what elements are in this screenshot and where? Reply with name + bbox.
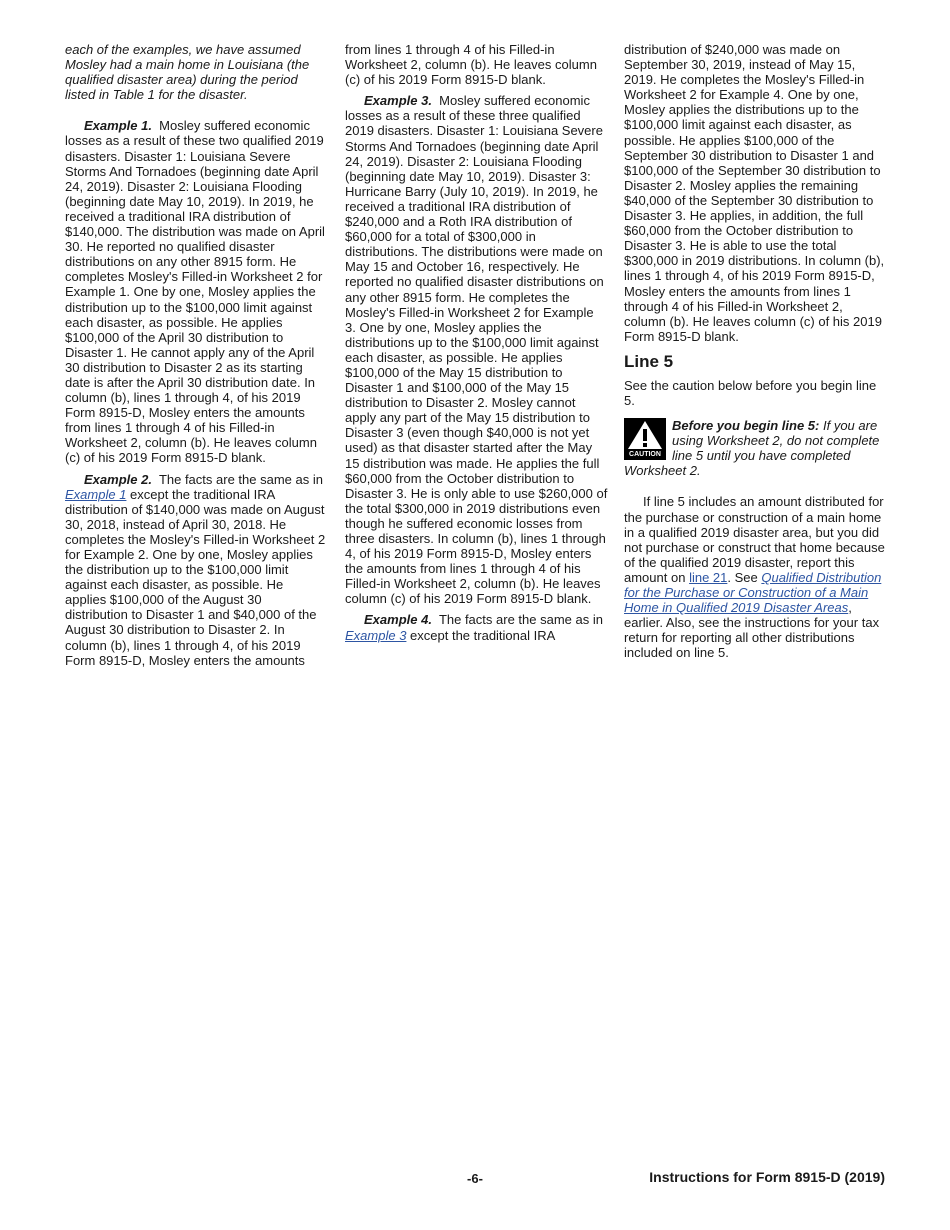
example-4-text-post: except the traditional IRA	[410, 627, 556, 643]
caution-body: If you are using Worksheet 2, do not complete line 5 until you have completed Worksheet 2.	[624, 418, 880, 479]
document-title: Instructions for Form 8915-D (2019)	[649, 1169, 885, 1185]
example-2-paragraph	[65, 472, 327, 668]
line-5-text-pre: If line 5 includes an amount distributed for the purchase or construction of a main home in a qualified 2019 disaster area, but you did not purchase or construct that home because of the qualified 2019 disaster, report this amount on	[624, 494, 885, 585]
column-3	[624, 42, 886, 666]
example-1-text: Mosley suffered economic losses as a result of these two qualified 2019 disasters. Disaster 1: Louisiana Severe Storms And Tornadoes (beginning date April 24, 2019). Disaster 2: Louisiana Flooding (beginning date May 10, 2019). In 2019, he received a traditional IRA distribution of $140,000. The distribution was made on April 30. He reported no qualified disaster distributions on any other 8915 form. He completes Mosley's Filled-in Worksheet 2 for Example 1. One by one, Mosley applies the distribution up to the $100,000 limit against each disaster, as possible. He applies $100,000 of the April 30 distribution to Disaster 1. He cannot apply any of the April 30 distribution to Disaster 2 as its starting date is after the April 30 distribution date. In column (b), lines 1 through 4, of his 2019 Form 8915-D, Mosley enters the amounts from lines 1 through 4 of his Filled-in Worksheet 2, column (b). He leaves column (c) of his 2019 Form 8915-D blank.	[65, 118, 325, 466]
page-number: -6-	[467, 1171, 483, 1186]
continued-paragraph: from lines 1 through 4 of his Filled-in Worksheet 2, column (b). He leaves column (c) of his 2019 Form 8915-D blank.	[345, 42, 597, 88]
continued-paragraph: distribution of $240,000 was made on September 30, 2019, instead of May 15, 2019. He completes the Mosley's Filled-in Worksheet 2 for Example 4. One by one, Mosley applies the distributions up to the $100,000 limit against each disaster, as possible. He applies $100,000 of the September 30 distribution to Disaster 1 and $100,000 of the September 30 distribution to Disaster 2. Mosley applies the remaining $40,000 of the September 30 distribution to Disaster 3. He applies, in addition, the full $60,000 from the October distribution to Disaster 3. He is able to use the total $300,000 in 2019 distributions. In column (b), lines 1 through 4, of his 2019 Form 8915-D, Mosley enters the amounts from lines 1 through 4 of his Filled-in Worksheet 2, column (b). He leaves column (c) of his 2019 Form 8915-D blank.	[624, 42, 885, 344]
caution-icon	[624, 418, 666, 460]
example-3-link[interactable]: Example 3	[345, 627, 407, 643]
example-3-paragraph	[345, 93, 608, 606]
example-2-text-post: except the traditional IRA distribution of $140,000 was made on August 30, 2018, instead of April 30, 2018. He completes the Mosley's Filled-in Worksheet 2 for Example 2. One by one, Mosley applies the distribution up to the $100,000 limit against each disaster, as possible. He applies $100,000 of the August 30 distribution to Disaster 1 and $40,000 of the August 30 distribution to Disaster 2. In column (b), lines 1 through 4, of his 2019 Form 8915-D, Mosley enters the amounts	[65, 486, 326, 668]
intro-paragraph: each of the examples, we have assumed Mosley had a main home in Louisiana (the qualified disaster area) during the period listed in Table 1 for the disaster.	[65, 42, 310, 103]
example-2-text-pre: The facts are the same as in	[158, 471, 323, 487]
example-1-link[interactable]: Example 1	[65, 486, 127, 502]
example-3-text: Mosley suffered economic losses as a result of these three qualified 2019 disasters. Disaster 1: Louisiana Severe Storms And Tornadoes (beginning date April 24, 2019). Disaster 2: Louisiana Flooding (beginning date May 10, 2019). Disaster 3: Hurricane Barry (July 10, 2019). In 2019, he received a traditional IRA distribution of $240,000 and a Roth IRA distribution of $60,000 for a total of $300,000 in distributions. The distributions were made on May 15 and October 16, respectively. He reported no qualified disaster distributions on any other 8915 form. He completes the Mosley's Filled-in Worksheet 2 for Example 3. One by one, Mosley applies the distributions up to the $100,000 limit against each disaster, as possible. He applies $100,000 of the May 15 distribution to Disaster 1 and $100,000 of the May 15 distribution to Disaster 2. Mosley cannot apply any part of the May 15 distribution to Disaster 3 (even though $40,000 is not yet used) as that disaster started after the May 15 distribution was made. He applies the full $60,000 from the October distribution to Disaster 3. He is only able to use $260,000 of the total $300,000 in 2019 distributions even though he suffered economic losses from three disasters. In column (b), lines 1 through 4, of his 2019 Form 8915-D, Mosley enters the amounts from lines 1 through 4 of his Filled-in Worksheet 2, column (b). He leaves column (c) of his 2019 Form 8915-D blank.	[345, 93, 608, 607]
line-5-text-post: , earlier. Also, see the instructions for your tax return for reporting all other distributions included on line 5.	[624, 600, 880, 661]
warning-triangle-icon	[624, 418, 666, 451]
qualified-distribution-link[interactable]: Qualified Distribution for the Purchase or Construction of a Main Home in Qualified 2019 Disaster Areas	[624, 569, 882, 616]
example-2-label: Example 2.	[84, 471, 152, 487]
example-3-label: Example 3.	[364, 93, 432, 109]
caution-box	[624, 418, 886, 478]
line-5-heading: Line 5	[624, 351, 674, 371]
example-4-text-pre: The facts are the same as in	[438, 612, 603, 628]
caution-icon-label: CAUTION	[629, 451, 661, 459]
line-5-paragraph	[624, 494, 886, 660]
caution-bold: Before you begin line 5:	[672, 418, 820, 434]
example-1-paragraph	[65, 118, 327, 465]
see-caution-text: See the caution below before you begin line 5.	[624, 377, 877, 408]
example-4-label: Example 4.	[364, 612, 432, 628]
line-5-text-mid: . See	[727, 569, 758, 585]
example-1-label: Example 1.	[84, 118, 152, 134]
example-4-paragraph	[345, 612, 608, 642]
column-2	[345, 42, 608, 649]
column-1	[65, 42, 327, 674]
line-21-link[interactable]: line 21	[689, 569, 728, 585]
